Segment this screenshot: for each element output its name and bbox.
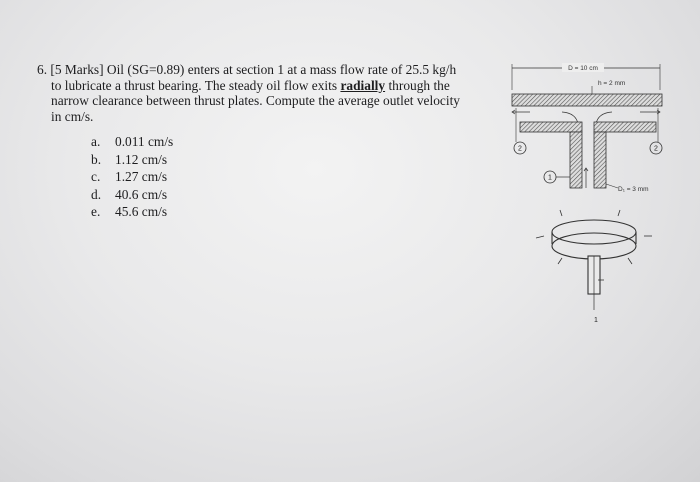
clearance-label: h = 2 mm	[598, 80, 626, 87]
question-line-4: in cm/s.	[51, 108, 94, 124]
choice-d	[91, 186, 173, 204]
thrust-bearing-figure	[500, 50, 680, 340]
upper-plate	[512, 94, 662, 106]
choice-text: 1.27 cm/s	[115, 169, 168, 184]
question-text	[37, 62, 507, 124]
diameter-label: D = 10 cm	[568, 65, 598, 72]
question-line-1: 6. [5 Marks] Oil (SG=0.89) enters at section 1 at a mass flow rate of 25.5 kg/h	[37, 62, 457, 77]
choice-letter: b.	[91, 151, 102, 167]
emphasis-radially: radially	[340, 77, 386, 93]
choice-letter: a.	[91, 134, 101, 149]
choice-letter: d.	[91, 186, 102, 202]
lower-plate	[520, 122, 656, 188]
answer-choices	[91, 133, 173, 221]
choice-c	[91, 168, 173, 186]
question-line-2	[37, 78, 507, 94]
choice-e	[91, 203, 173, 221]
choice-text: 45.6 cm/s	[115, 204, 168, 219]
section-1-label: 1	[548, 174, 552, 182]
isometric-sketch	[536, 210, 652, 310]
choice-letter: e.	[91, 204, 101, 219]
bottom-section-label: 1	[594, 317, 598, 324]
clearance-dimension	[592, 80, 625, 94]
thrust-bearing-diagram	[500, 50, 680, 340]
question-line-2-suffix: through the	[388, 77, 450, 93]
diameter-dimension	[512, 63, 660, 90]
choice-letter: c.	[91, 169, 101, 184]
section-2-label: 2	[518, 145, 522, 153]
choice-text: 0.011 cm/s	[115, 134, 174, 149]
choice-text: 40.6 cm/s	[115, 186, 168, 202]
question-line-2-prefix: to lubricate a thrust bearing. The steady oil flow exits	[51, 77, 338, 93]
section-2-label: 2	[654, 145, 658, 153]
choice-text: 1.12 cm/s	[115, 151, 168, 167]
choice-b	[91, 151, 173, 169]
inlet-diameter-label: D₁ = 3 mm	[618, 186, 649, 193]
question-line-3: narrow clearance between thrust plates. Compute the average outlet velocity	[51, 93, 460, 109]
inlet-diameter-dimension	[606, 184, 649, 193]
choice-a	[91, 133, 173, 151]
